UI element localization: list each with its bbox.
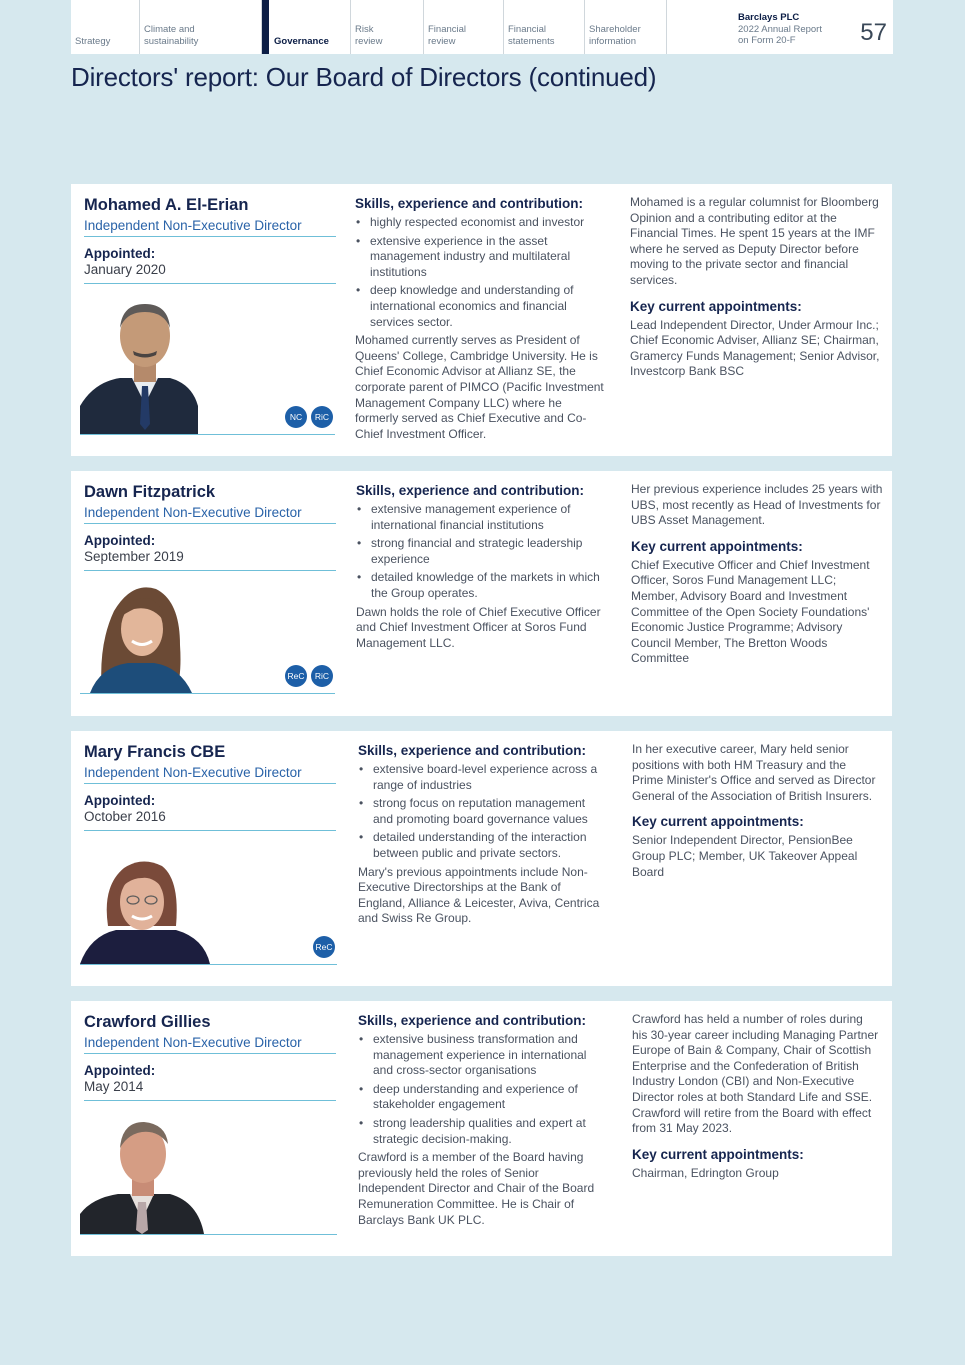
director-card	[71, 471, 892, 716]
director-portrait	[80, 846, 212, 964]
director-role: Independent Non-Executive Director	[84, 765, 336, 784]
key-appointments-heading: Key current appointments:	[630, 298, 802, 314]
skills-bullet: • extensive board-level experience across a range of industries	[358, 762, 608, 793]
director-experience: Crawford has held a number of roles during his 30-year career including Managing Partner Europe of Bain & Company, Chair of Scottish Enterprise and the Confederation of British Industry London (CBI) and Non-Executive Director roles at both Standard Life and SSE. Crawford will retire from the Board with effect from 31 May 2023.	[632, 1012, 879, 1136]
director-name: Dawn Fitzpatrick	[84, 483, 216, 501]
skills-section	[355, 196, 605, 442]
appointed-label: Appointed:	[84, 246, 156, 261]
skills-section	[358, 743, 608, 927]
key-appointments-heading: Key current appointments:	[632, 814, 804, 830]
skills-section	[356, 483, 606, 651]
appointed-date: May 2014	[84, 1079, 336, 1101]
director-photo	[80, 835, 337, 965]
nav-tab-label: Shareholder information	[589, 24, 641, 47]
skills-heading: Skills, experience and contribution:	[356, 483, 585, 498]
director-card	[71, 731, 892, 986]
skills-bullet: • extensive business transformation and management experience in international and cross-sector organisations	[358, 1032, 608, 1079]
key-appointments: Chairman, Edrington Group	[632, 1165, 779, 1180]
director-card	[71, 1001, 892, 1256]
director-bio: Crawford is a member of the Board having previously held the roles of Senior Independent Director and Chair of the Board Remuneration Committee. He is Chair of Barclays Bank UK PLC.	[358, 1150, 595, 1227]
skills-bullet: • deep knowledge and understanding of international economics and financial services sector.	[355, 283, 605, 330]
page-number: 57	[860, 19, 887, 46]
director-experience: In her executive career, Mary held senior positions with both HM Treasury and the Prime Minister's Office and served as Director General of the Association of British Insurers.	[632, 742, 876, 803]
nav-tab-label: Governance	[274, 36, 329, 47]
committee-badge-rec: ReC	[285, 665, 307, 687]
brand-name: Barclays PLC	[738, 12, 800, 23]
nav-tab-label: Financial statements	[508, 24, 555, 47]
director-photo	[80, 573, 335, 694]
nav-tab-label: Climate and sustainability	[144, 24, 199, 47]
committee-badges	[285, 406, 333, 428]
committee-badge-nc: NC	[285, 406, 307, 428]
committee-badges	[313, 936, 335, 958]
skills-heading: Skills, experience and contribution:	[358, 743, 587, 758]
director-bio: Mohamed currently serves as President of Queens' College, Cambridge University. He is Chief Economic Advisor at Allianz SE, the corporate parent of PIMCO (Pacific Investment Management Company LLC) where he formerly served as Chief Executive and Co-Chief Investment Officer.	[355, 333, 604, 441]
nav-tab-risk-review[interactable]	[351, 0, 424, 54]
appointed-date: September 2019	[84, 549, 336, 571]
skills-section	[358, 1013, 608, 1228]
director-bio: Dawn holds the role of Chief Executive Officer and Chief Investment Officer at Soros Fund Management LLC.	[356, 604, 601, 650]
committee-badge-ric: RiC	[311, 665, 333, 687]
appointed-label: Appointed:	[84, 533, 156, 548]
top-navigation	[71, 0, 893, 54]
nav-tab-label: Risk review	[355, 24, 383, 47]
director-role: Independent Non-Executive Director	[84, 505, 336, 524]
page-title: Directors' report: Our Board of Directors (continued)	[71, 62, 657, 92]
director-portrait	[80, 1114, 208, 1234]
experience-section	[630, 195, 882, 380]
skills-bullet: • deep understanding and experience of stakeholder engagement	[358, 1082, 608, 1113]
director-experience: Her previous experience includes 25 years with UBS, most recently as Head of Investments for UBS Asset Management.	[631, 482, 883, 528]
nav-tab-financial-review[interactable]	[424, 0, 504, 54]
director-role: Independent Non-Executive Director	[84, 1035, 336, 1054]
key-appointments: Senior Independent Director, PensionBee Group PLC; Member, UK Takeover Appeal Board	[632, 833, 858, 879]
experience-section	[631, 482, 883, 667]
report-brand	[738, 12, 833, 47]
director-card	[71, 184, 892, 456]
appointed-label: Appointed:	[84, 793, 156, 808]
director-experience: Mohamed is a regular columnist for Bloomberg Opinion and a contributing editor at the Financial Times. He spent 15 years at the IMF where he served as Deputy Director before moving to the private sector and financial services.	[630, 195, 879, 287]
experience-section	[632, 742, 880, 880]
nav-tab-label: Strategy	[75, 36, 111, 47]
appointed-date: October 2016	[84, 809, 336, 831]
appointed-label: Appointed:	[84, 1063, 156, 1078]
director-portrait	[80, 294, 210, 434]
nav-tab-financial-statements[interactable]	[504, 0, 585, 54]
committee-badge-rec: ReC	[313, 936, 335, 958]
nav-tab-climate[interactable]	[140, 0, 262, 54]
director-name: Mohamed A. El-Erian	[84, 196, 249, 214]
committee-badge-ric: RiC	[311, 406, 333, 428]
skills-bullet: • extensive management experience of international financial institutions	[356, 502, 606, 533]
skills-heading: Skills, experience and contribution:	[355, 196, 584, 211]
director-portrait	[80, 575, 200, 693]
experience-section	[632, 1012, 880, 1181]
nav-tab-governance[interactable]	[262, 0, 351, 54]
committee-badges	[285, 665, 333, 687]
skills-bullet: • detailed knowledge of the markets in which the Group operates.	[356, 570, 606, 601]
nav-tab-strategy[interactable]	[71, 0, 140, 54]
director-photo	[80, 1105, 337, 1235]
nav-tab-label: Financial review	[428, 24, 467, 47]
skills-bullet: • strong financial and strategic leadership experience	[356, 536, 606, 567]
director-role: Independent Non-Executive Director	[84, 218, 336, 237]
skills-heading: Skills, experience and contribution:	[358, 1013, 587, 1028]
director-name: Crawford Gillies	[84, 1013, 211, 1031]
skills-bullet: • extensive experience in the asset management industry and multilateral institutions	[355, 234, 605, 281]
brand-form-line: on Form 20-F	[738, 35, 796, 46]
director-photo	[80, 290, 335, 435]
nav-tab-shareholder-information[interactable]	[585, 0, 667, 54]
skills-bullet: • detailed understanding of the interaction between public and private sectors.	[358, 830, 608, 861]
key-appointments-heading: Key current appointments:	[631, 538, 803, 554]
key-appointments-heading: Key current appointments:	[632, 1146, 804, 1162]
brand-report-line: 2022 Annual Report	[738, 23, 822, 35]
skills-bullet: • strong focus on reputation management and promoting board governance values	[358, 796, 608, 827]
director-name: Mary Francis CBE	[84, 743, 226, 761]
key-appointments: Lead Independent Director, Under Armour Inc.; Chief Economic Adviser, Allianz SE; Chairman, Gramercy Funds Management; Senior Advisor, Investcorp Bank BSC	[630, 317, 880, 379]
key-appointments: Chief Executive Officer and Chief Investment Officer, Soros Fund Management LLC; Member, Advisory Board and Investment Committee of the Open Society Foundations' Economic Justice Programme; Advisory Council Member, The Bretton Woods Committee	[631, 557, 870, 666]
director-bio: Mary's previous appointments include Non-Executive Directorships at the Bank of England, Alliance & Leicester, Aviva, Centrica and Swiss Re Group.	[358, 864, 600, 926]
skills-bullet: • highly respected economist and investor	[355, 215, 605, 231]
appointed-date: January 2020	[84, 262, 336, 284]
skills-bullet: • strong leadership qualities and expert at strategic decision-making.	[358, 1116, 608, 1147]
